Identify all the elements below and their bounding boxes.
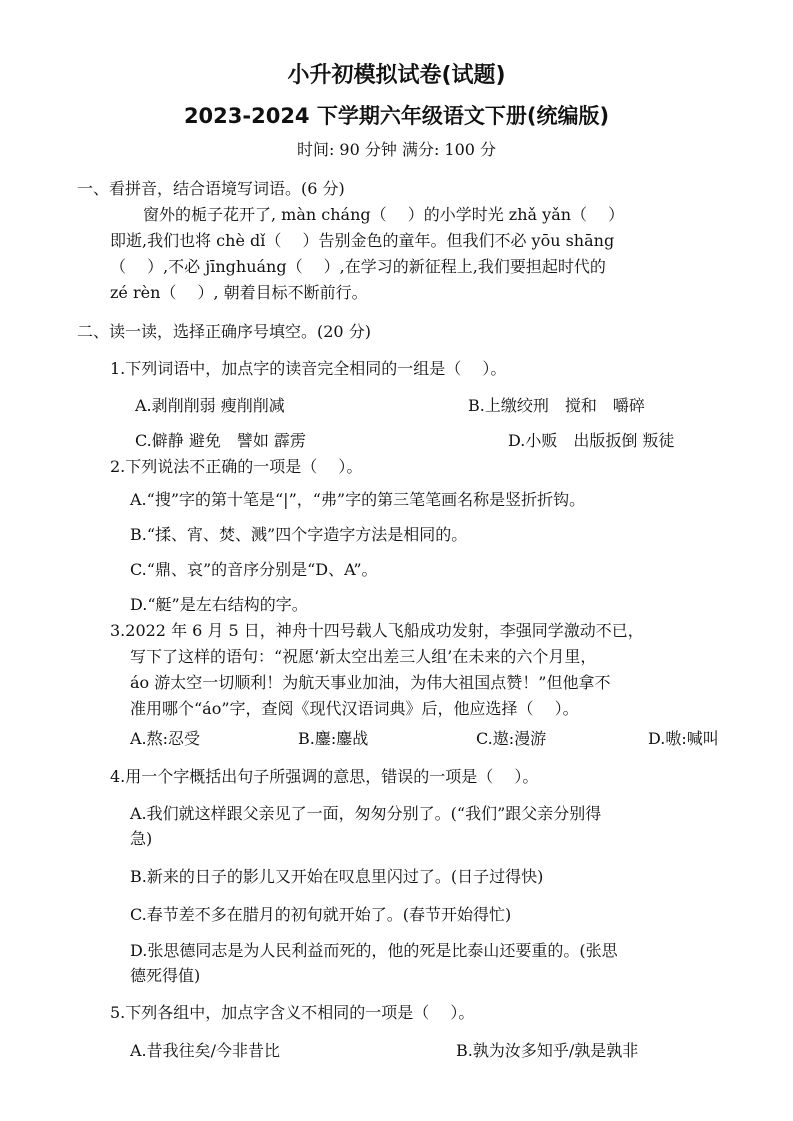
- q3-option-d: D.嗷:喊叫: [648, 729, 719, 748]
- q2-option-a: A.“搜”字的第十笔是“|”，“弗”字的第三笔笔画名称是竖折折钩。: [130, 490, 586, 509]
- q4-option-b: B.新来的日子的影儿又开始在叹息里闪过了。(日子过得快): [130, 867, 544, 886]
- q4-option-c: C.春节差不多在腊月的初旬就开始了。(春节开始得忙): [130, 905, 512, 924]
- section1-line: 窗外的栀子花开了, màn cháng（ ）的小学时光 zhǎ yǎn（ ）: [143, 205, 625, 224]
- exam-info: 时间: 90 分钟 满分: 100 分: [296, 140, 497, 159]
- q3-line: 3.2022 年 6 月 5 日，神舟十四号载人飞船成功发射，李强同学激动不已，: [110, 621, 644, 640]
- exam-title: 小升初模拟试卷(试题): [287, 63, 506, 88]
- q1-option-b: B.上缴绞刑 搅和 嚼碎: [468, 396, 645, 415]
- q5-stem: 5.下列各组中，加点字含义不相同的一项是（ ）。: [110, 1003, 475, 1022]
- q5-option-b: B.孰为汝多知乎/孰是孰非: [456, 1041, 639, 1060]
- section1-line: zé rèn（ ）, 朝着目标不断前行。: [110, 283, 368, 302]
- q3-option-c: C.遨:漫游: [476, 729, 547, 748]
- q4-option-d: D.张思德同志是为人民利益而死的，他的死是比泰山还要重的。(张思: [130, 941, 618, 960]
- section2-heading: 二、读一读，选择正确序号填空。(20 分): [77, 322, 371, 341]
- q5-option-a: A.昔我往矣/今非昔比: [130, 1041, 281, 1060]
- q3-line: 写下了这样的语句：“祝愿‘新太空出差三人组’在未来的六个月里，: [130, 647, 597, 666]
- q3-line: áo 游太空一切顺利！为航天事业加油，为伟大祖国点赞！”但他拿不: [130, 673, 611, 692]
- q4-option-d-cont: 德死得值): [130, 966, 201, 985]
- q4-option-a: A.我们就这样跟父亲见了一面，匆匆分别了。(“我们”跟父亲分别得: [130, 804, 602, 823]
- q2-option-c: C.“鼎、哀”的音序分别是“D、A”。: [130, 560, 378, 579]
- q2-option-b: B.“揉、宵、焚、溅”四个字造字方法是相同的。: [130, 525, 468, 544]
- q4-stem: 4.用一个字概括出句子所强调的意思，错误的一项是（ ）。: [110, 767, 539, 786]
- section1-line: 即逝,我们也将 chè dǐ（ ）告别金色的童年。但我们不必 yōu shāng: [110, 231, 615, 250]
- q2-stem: 2.下列说法不正确的一项是（ ）。: [110, 457, 363, 476]
- q1-option-c: C.僻静 避免 譬如 霹雳: [135, 431, 306, 450]
- section1-line: （ ）,不必 jīnghuáng（ ）,在学习的新征程上,我们要担起时代的: [110, 257, 606, 276]
- q2-option-d: D.“艇”是左右结构的字。: [130, 595, 308, 614]
- q1-option-a: A.剥削削弱 瘦削削减: [135, 396, 285, 415]
- section1-heading: 一、看拼音，结合语境写词语。(6 分): [77, 179, 345, 198]
- q1-stem: 1.下列词语中，加点字的读音完全相同的一组是（ ）。: [110, 359, 507, 378]
- exam-subtitle: 2023-2024 下学期六年级语文下册(统编版): [183, 104, 610, 128]
- q3-line: 准用哪个“áo”字，查阅《现代汉语词典》后，他应选择（ ）。: [130, 699, 579, 718]
- q4-option-a-cont: 急): [130, 829, 153, 848]
- q3-option-a: A.熬:忍受: [130, 729, 201, 748]
- q3-option-b: B.鏖:鏖战: [298, 729, 369, 748]
- q1-option-d: D.小贩 出版扳倒 叛徒: [508, 431, 675, 450]
